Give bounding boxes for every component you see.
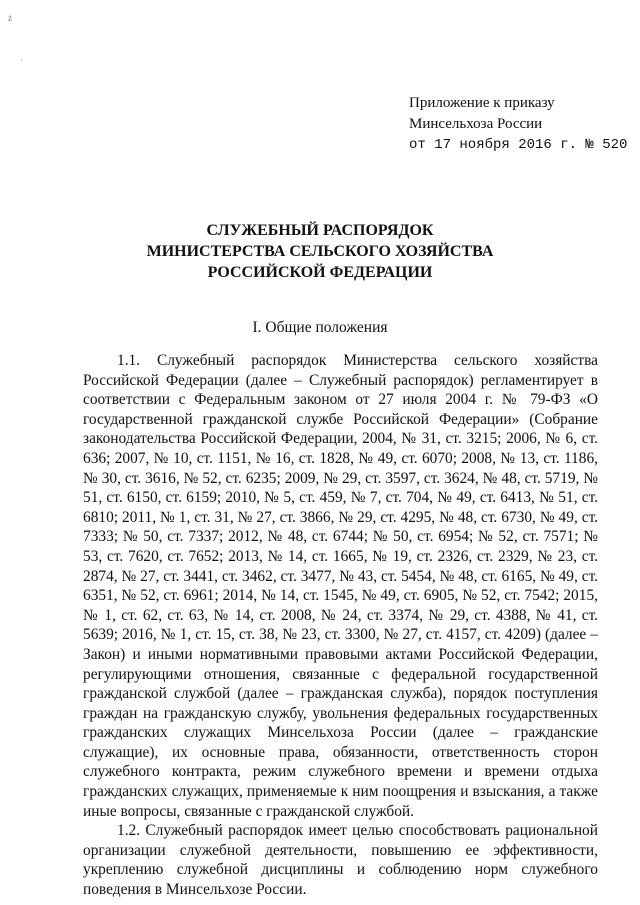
annex-order-number: от 17 ноября 2016 г. № 520 [409,137,628,153]
paragraph-1-1: 1.1. Служебный распорядок Министерства сельского хозяйства Российской Федерации (далее – Служебный распорядок) регламентирует в соответствии с Федеральным законом от 27 июля 2004 г. № 79-ФЗ «О государственной гражданской службе Российской Федерации» (Собрание законодательства Российской Федерации, 2004, № 31, ст. 3215; 2006, № 6, ст. 636; 2007, № 10, ст. 1151, № 16, ст. 1828, № 49, ст. 6070; 2008, № 13, ст. 1186, № 30, ст. 3616, № 52, ст. 6235; 2009, № 29, ст. 3597, ст. 3624, № 48, ст. 5719, № 51, ст. 6150, ст. 6159; 2010, № 5, ст. 459, № 7, ст. 704, № 49, ст. 6413, № 51, ст. 6810; 2011, № 1, ст. 31, № 27, ст. 3866, № 29, ст. 4295, № 48, ст. 6730, № 49, ст. 7333; № 50, ст. 7337; 2012, № 48, ст. 6744; № 50, ст. 6954; № 52, ст. 7571; № 53, ст. 7620, ст. 7652; 2013, № 14, ст. 1665, № 19, ст. 2326, ст. 2329, № 23, ст. 2874, № 27, ст. 3441, ст. 3462, ст. 3477, № 43, ст. 5454, № 48, ст. 6165, № 49, ст. 6351, № 52, ст. 6961; 2014, № 14, ст. 1545, № 49, ст. 6905, № 52, ст. 7542; 2015, № 1, ст. 62, ст. 63, № 14, ст. 2008, № 24, ст. 3374, № 29, ст. 4388, № 41, ст. 5639; 2016, № 1, ст. 15, ст. 38, № 23, ст. 3300, № 27, ст. 4157, ст. 4209) (далее – Закон) и иными нормативными правовыми актами Российской Федерации, регулирующими отношения, связанные с федеральной государственной гражданской службой (далее – гражданская служба), порядок поступления граждан на гражданскую службу, увольнения федеральных государственных гражданских служащих Минсельхоза России (далее – гражданские служащие), их основные права, обязанности, ответственность сторон служебного контракта, режим служебного времени и времени отдыха гражданских служащих, применяемые к ним поощрения и взыскания, а также иные вопросы, связанные с гражданской службой. [83,352,598,820]
document-body [83,351,598,900]
document-title [0,220,640,283]
annex-line: Минсельхоза России [409,116,543,132]
scan-mark: · [20,55,23,65]
annex-line: Приложение к приказу [409,95,555,111]
paragraph-1-2: 1.2. Служебный распорядок имеет целью способствовать рациональной организации служебной деятельности, повышению ее эффективности, укреплению служебной дисциплины и соблюдению норм служебного поведения в Минсельхозе России. [83,822,598,899]
title-line: МИНИСТЕРСТВА СЕЛЬСКОГО ХОЗЯЙСТВА [146,243,494,260]
title-line: РОССИЙСКОЙ ФЕДЕРАЦИИ [207,264,433,281]
section-heading: I. Общие положения [252,319,388,336]
scan-mark: ż [8,13,12,23]
title-line: СЛУЖЕБНЫЙ РАСПОРЯДОК [206,222,434,239]
annex-reference [409,93,627,156]
